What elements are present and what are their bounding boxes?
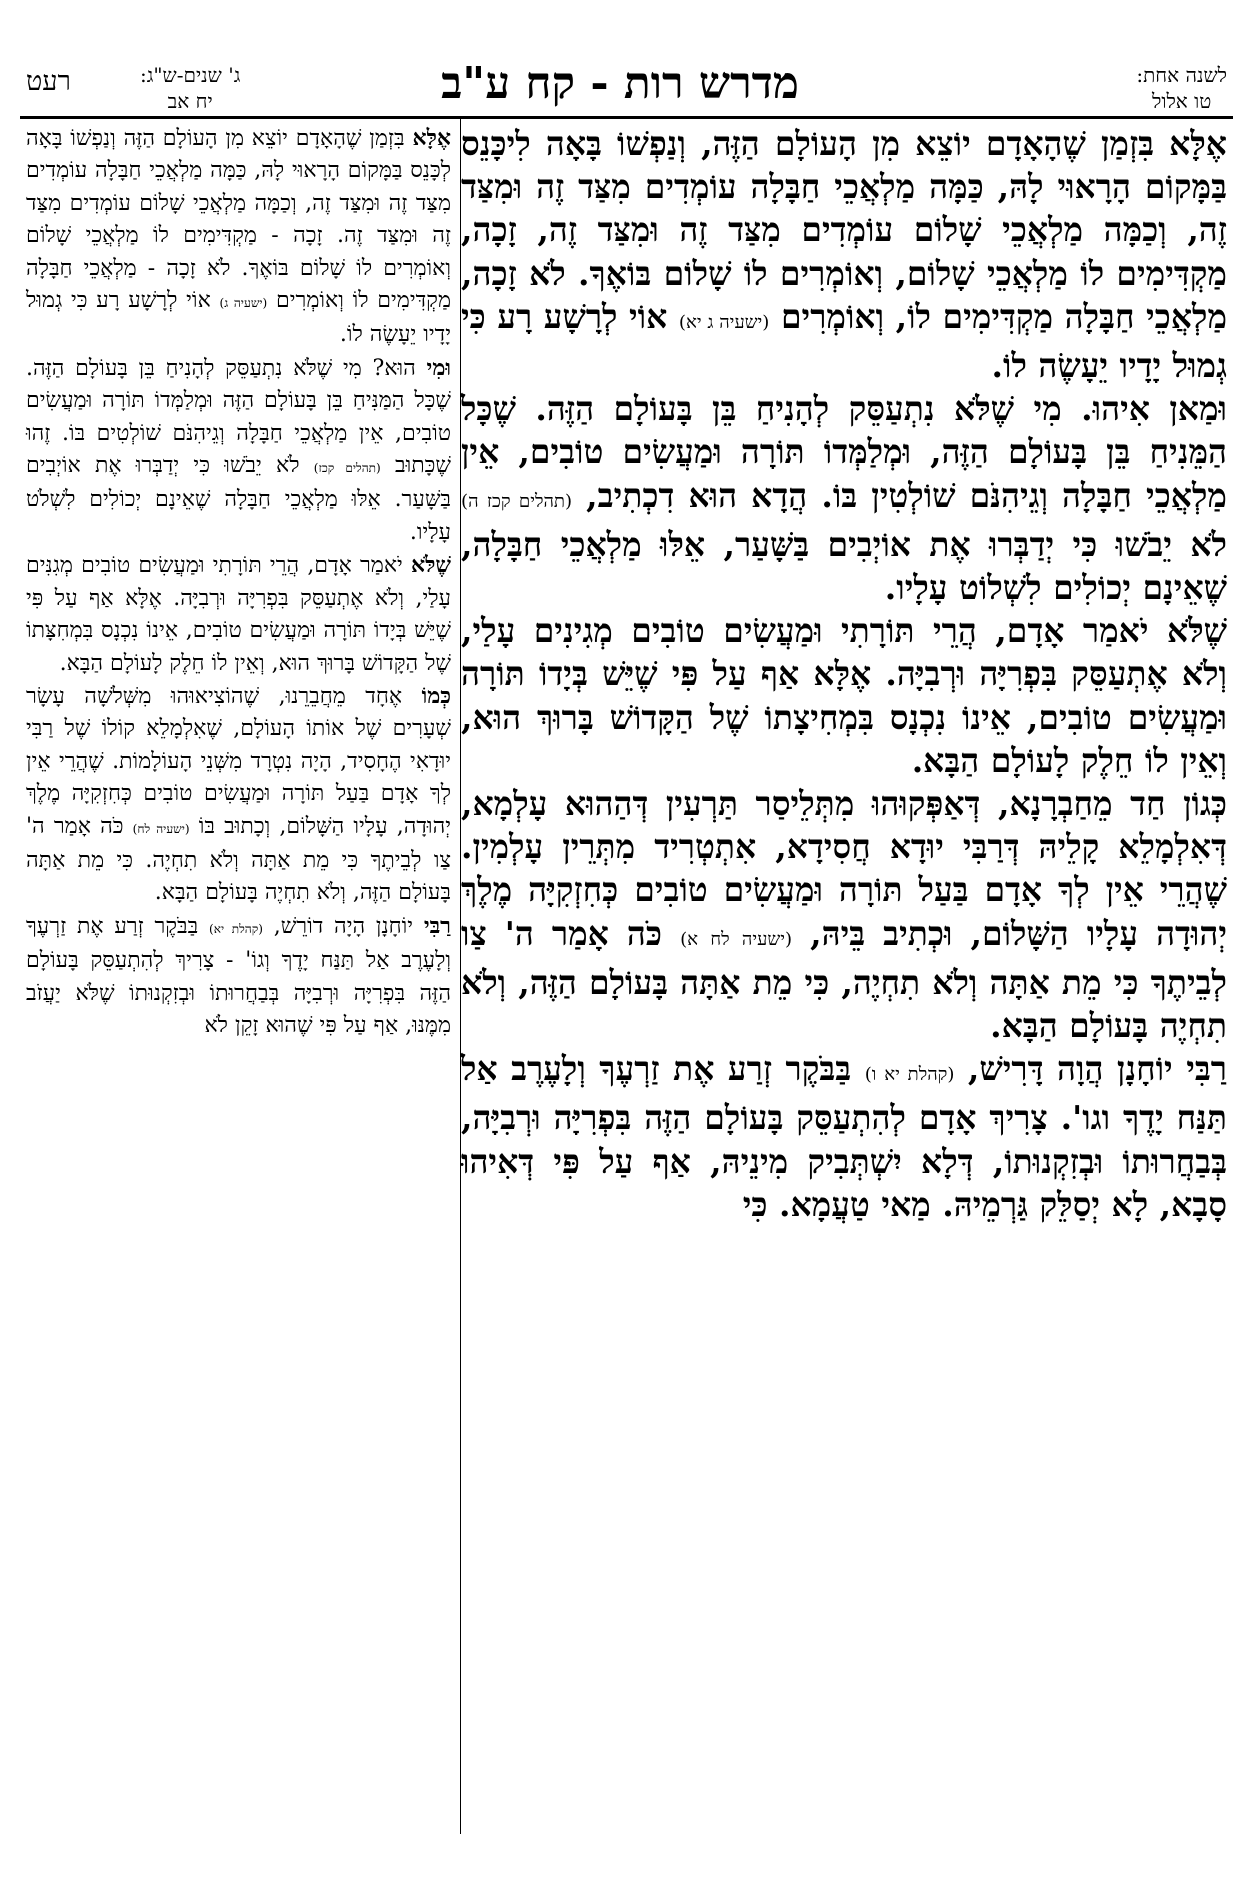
- side-paragraph: [26, 352, 451, 549]
- paragraph-text: אֶחָד מֵחֲבֵרֵנוּ, שֶׁהוֹצִיאוּהוּ מִשְּׁלֹשָׁה עָשָׂר שְׁעָרִים שֶׁל אוֹתוֹ הָעוֹלָם, שֶׁאִלְמָלֵא קוֹלוֹ שֶׁל רַבִּי יוּדָאִי הֶחָסִיד, הָיָה נִטְרָד מִשְּׁנֵי הָעוֹלָמוֹת. שֶׁהֲרֵי אֵין לְךָ אָדָם בַּעַל תּוֹרָה וּמַעֲשִׂים טוֹבִים כְּחִזְקִיָּה מֶלֶךְ יְהוּדָה, עָלָיו הַשָּׁלוֹם, וְכָתוּב בּוֹ: [26, 683, 451, 839]
- side-paragraph: [26, 680, 451, 910]
- page-title: מדרש רות - קח ע"ב: [441, 58, 799, 109]
- paragraph-text: בַּבֹּקֶר זְרַע אֶת זַרְעֶךָ וְלָעֶרֶב אַל תַּנַּח יָדֶךָ וגו'. צָרִיךְ אָדָם לְהִתְעַסֵּק בָּעוֹלָם הַזֶּה בִּפְרִיָּה וּרְבִיָּה, בְּבַחֲרוּתוֹ וּבְזִקְנוּתוֹ, דְּלָא יִשְׁתְּבִיק מִינֵיהּ, אַף עַל פִּי דְּאִיהוּ סָבָא, לָא יְסַלֵּק גַּרְמֵיהּ. מַאי טַעֲמָא. כִּי: [461, 1049, 1227, 1224]
- paragraph-text: הוּא? מִי שֶׁלֹּא נִתְעַסֵּק לְהָנִיחַ בֵּן בָּעוֹלָם הַזֶּה. שֶׁכָּל הַמַּנִּיחַ בֵּן בָּעוֹלָם הַזֶּה וּמְלַמְּדוֹ תּוֹרָה וּמַעֲשִׂים טוֹבִים, אֵין מַלְאֲכֵי חַבָּלָה וְגֵיהִנֹּם שׁוֹלְטִים בּוֹ. זֶהוּ שֶׁכָּתוּב: [26, 355, 451, 479]
- verse-reference: (ישעיה ג): [219, 296, 268, 311]
- main-paragraph: [461, 1047, 1227, 1226]
- main-paragraph: [461, 609, 1227, 782]
- paragraph-text: אִיהוּ. מִי שֶׁלֹּא נִתְעַסֵּק לְהָנִיחַ בֵּן בָּעוֹלָם הַזֶּה. שֶׁכָּל הַמֵּנִיחַ בֵּן בָּעוֹלָם הַזֶּה, וּמְלַמְּדוֹ תּוֹרָה וּמַעֲשִׂים טוֹבִים, אֵין מַלְאֲכֵי חַבָּלָה וְגֵיהִנֹּם שׁוֹלְטִין בּוֹ. הֲדָא הוּא דִכְתִיב,: [461, 389, 1227, 515]
- paragraph-text: יוֹחָנָן הֲוָה דָּרִישׁ,: [954, 1049, 1187, 1089]
- main-text-column: [461, 122, 1227, 1226]
- paragraph-text: לֹא יֵבֹשׁוּ כִּי יְדַבְּרוּ אֶת אוֹיְבִים בַּשָּׁעַר, אֵלּוּ מַלְאֲכֵי חַבָּלָה, שֶׁאֵינָם יְכוֹלִים לִשְׁלוֹט עָלָיו.: [461, 524, 1227, 608]
- paragraph-text: לֹא יֵבֹשׁוּ כִּי יְדַבְּרוּ אֶת אוֹיְבִים בַּשָּׁעַר. אֵלּוּ מַלְאֲכֵי חַבָּלָה שֶׁאֵינָם יְכוֹלִים לִשְׁלֹט עָלָיו.: [26, 453, 451, 545]
- paragraph-text: יוֹחָנָן הָיָה דוֹרֵשׁ,: [262, 913, 424, 939]
- verse-reference: (תהלים קכז ה): [461, 490, 573, 512]
- header-left-info: [140, 62, 240, 114]
- lead-word: שֶׁלֹּא: [1167, 611, 1227, 651]
- paragraph-text: אוֹי לְרָשָׁע רָע כִּי גְמוּל יָדָיו יֵעָשֶׂה לוֹ.: [26, 288, 451, 348]
- main-paragraph: [461, 122, 1227, 387]
- translation-column: [26, 122, 451, 1042]
- lead-word: אֶלָּא: [412, 125, 451, 151]
- side-paragraph: [26, 910, 451, 1043]
- page-number: רעט: [26, 66, 71, 97]
- lead-word: רַבִּי: [423, 912, 451, 939]
- verse-reference: (קהלת יא ו): [864, 1064, 955, 1086]
- header-right-info: [1136, 62, 1227, 114]
- lead-word: כְּמוֹ: [421, 682, 451, 709]
- lead-word: כְּגוֹן: [1183, 784, 1227, 824]
- schedule-one-year: לשנה אחת:: [1136, 63, 1227, 87]
- lead-word: וּמִי: [426, 354, 451, 381]
- verse-reference: (ישעיה ג יא): [678, 311, 770, 333]
- lead-word: אֶלָּא: [1169, 124, 1227, 163]
- side-paragraph: [26, 549, 451, 680]
- verse-reference: (קהלת יא): [209, 921, 263, 936]
- lead-word: שֶׁלֹּא: [411, 552, 451, 579]
- header-divider: [20, 116, 1233, 119]
- paragraph-text: כֹּה אָמַר ה' צַו לְבֵיתֶךָ כִּי מֵת אַתָּה וְלֹא תִחְיֶה. כִּי מֵת אַתָּה בָּעוֹלָם הַזֶּה, וְלֹא תִחְיֶה בָּעוֹלָם הַבָּא.: [26, 813, 451, 906]
- verse-reference: (תהלים קכז): [313, 461, 381, 476]
- lead-word: רַבִּי: [1186, 1049, 1227, 1089]
- schedule-three-years-date: יח אב: [167, 89, 213, 113]
- main-paragraph: [461, 387, 1227, 609]
- paragraph-text: בִּזְמַן שֶׁהָאָדָם יוֹצֵא מִן הָעוֹלָם הַזֶּה וְנַפְשׁוֹ בָּאָה לְכָּנֵס בַּמָּקוֹם הָרָאוּי לָהּ, כַּמָּה מַלְאֲכֵי חַבָּלָה עוֹמְדִים מִצַּד זֶה וּמִצַּד זֶה, וְכַמָּה מַלְאֲכֵי שָׁלוֹם עוֹמְדִים מִצַּד זֶה וּמִצַּד זֶה. זָכָה - מַקְדִּימִים לוֹ מַלְאֲכֵי שָׁלוֹם וְאוֹמְרִים לוֹ שָׁלוֹם בּוֹאֶךָ. לֹא זָכָה - מַלְאֲכֵי חַבָּלָה מַקְדִּימִים לוֹ וְאוֹמְרִים: [26, 126, 451, 314]
- paragraph-text: חַד מֵחַבְרָנָא, דְּאַפְּקוּהוּ מִתְּלֵיסַר תַּרְעִין דְּהַהוּא עָלְמָא, דְּאִלְמָלֵא קָלֵיהּ דְּרַבִּי יוּדָא חֲסִידָא, אִתְטְרִיד מִתְּרֵין עָלְמִין. שֶׁהֲרֵי אֵין לְךָ אָדָם בַּעַל תּוֹרָה וּמַעֲשִׂים טוֹבִים כְּחִזְקִיָּה מֶלֶךְ יְהוּדָה עָלָיו הַשָּׁלוֹם, וּכְתִיב בֵּיהּ,: [461, 784, 1228, 953]
- main-paragraph: [461, 782, 1227, 1047]
- lead-word: וּמַאן: [1169, 389, 1227, 429]
- schedule-one-year-date: טו אלול: [1151, 89, 1212, 113]
- paragraph-text: בִּזְמַן שֶׁהָאָדָם יוֹצֵא מִן הָעוֹלָם הַזֶּה, וְנַפְשׁוֹ בָּאָה לִיכָּנֵס בַּמָּקוֹם הָרָאוּי לָהּ, כַּמָּה מַלְאֲכֵי חַבָּלָה עוֹמְדִים מִצַּד זֶה וּמִצַּד זֶה, וְכַמָּה מַלְאֲכֵי שָׁלוֹם עוֹמְדִים מִצַּד זֶה וּמִצַּד זֶה, זָכָה, מַקְדִּימִים לוֹ מַלְאֲכֵי שָׁלוֹם, וְאוֹמְרִים לוֹ שָׁלוֹם בּוֹאֶךָ. לֹא זָכָה, מַלְאֲכֵי חַבָּלָה מַקְדִּימִים לוֹ, וְאוֹמְרִים: [461, 124, 1228, 336]
- side-paragraph: [26, 122, 451, 352]
- paragraph-text: יֹאמַר אָדָם, הֲרֵי תּוֹרָתִי וּמַעֲשִׂים טוֹבִים מְגִנִּים עָלַי, וְלֹא אֶתְעַסֵּק בִּפְרִיָּה וּרְבִיָּה. אֶלָּא אַף עַל פִּי שֶׁיֵּשׁ בְּיָדוֹ תּוֹרָה וּמַעֲשִׂים טוֹבִים, אֵינוֹ נִכְנָס בִּמְחִצָּתוֹ שֶׁל הַקָּדוֹשׁ בָּרוּךְ הוּא, וְאֵין לוֹ חֵלֶק לָעוֹלָם הַבָּא.: [26, 553, 451, 676]
- paragraph-text: יֹאמַר אָדָם, הֲרֵי תּוֹרָתִי וּמַעֲשִׂים טוֹבִים מְגִינִים עָלַי, וְלֹא אֶתְעַסֵּק בִּפְרִיָּה וּרְבִיָּה. אֶלָּא אַף עַל פִּי שֶׁיֵּשׁ בְּיָדוֹ תּוֹרָה וּמַעֲשִׂים טוֹבִים, אֵינוֹ נִכְנָס בִּמְחִיצָתוֹ שֶׁל הַקָּדוֹשׁ בָּרוּךְ הוּא, וְאֵין לוֹ חֵלֶק לָעוֹלָם הַבָּא.: [461, 611, 1227, 780]
- paragraph-text: אוֹי לְרָשָׁע רָע כִּי גְמוּל יָדָיו יֵעָשֶׂה לוֹ.: [461, 296, 1227, 386]
- paragraph-text: כֹּה אָמַר ה' צַו לְבֵיתֶךָ כִּי מֵת אַתָּה וְלֹא תִחְיֶה, כִּי מֵת אַתָּה בָּעוֹלָם הַזֶּה, וְלֹא תִחְיֶה בָּעוֹלָם הַבָּא.: [461, 913, 1227, 1046]
- paragraph-text: בַּבֹּקֶר זְרַע אֶת זַרְעֶךָ וְלָעֶרֶב אַל תַּנַּח יָדֶךָ וְגוֹ' - צָרִיךְ לְהִתְעַסֵּק בָּעוֹלָם הַזֶּה בִּפְרִיָּה וּרְבִיָּה בְּבַחֲרוּתוֹ וּבְזִקְנוּתוֹ שֶׁלֹּא יַעֲזֹב מִמֶּנּוּ, אַף עַל פִּי שֶׁהוּא זָקֵן לֹא: [26, 913, 451, 1038]
- verse-reference: (ישעיה לח א): [680, 928, 793, 950]
- schedule-three-years: ג' שנים-ש"ג:: [140, 63, 241, 87]
- verse-reference: (ישעיה לח): [132, 821, 190, 836]
